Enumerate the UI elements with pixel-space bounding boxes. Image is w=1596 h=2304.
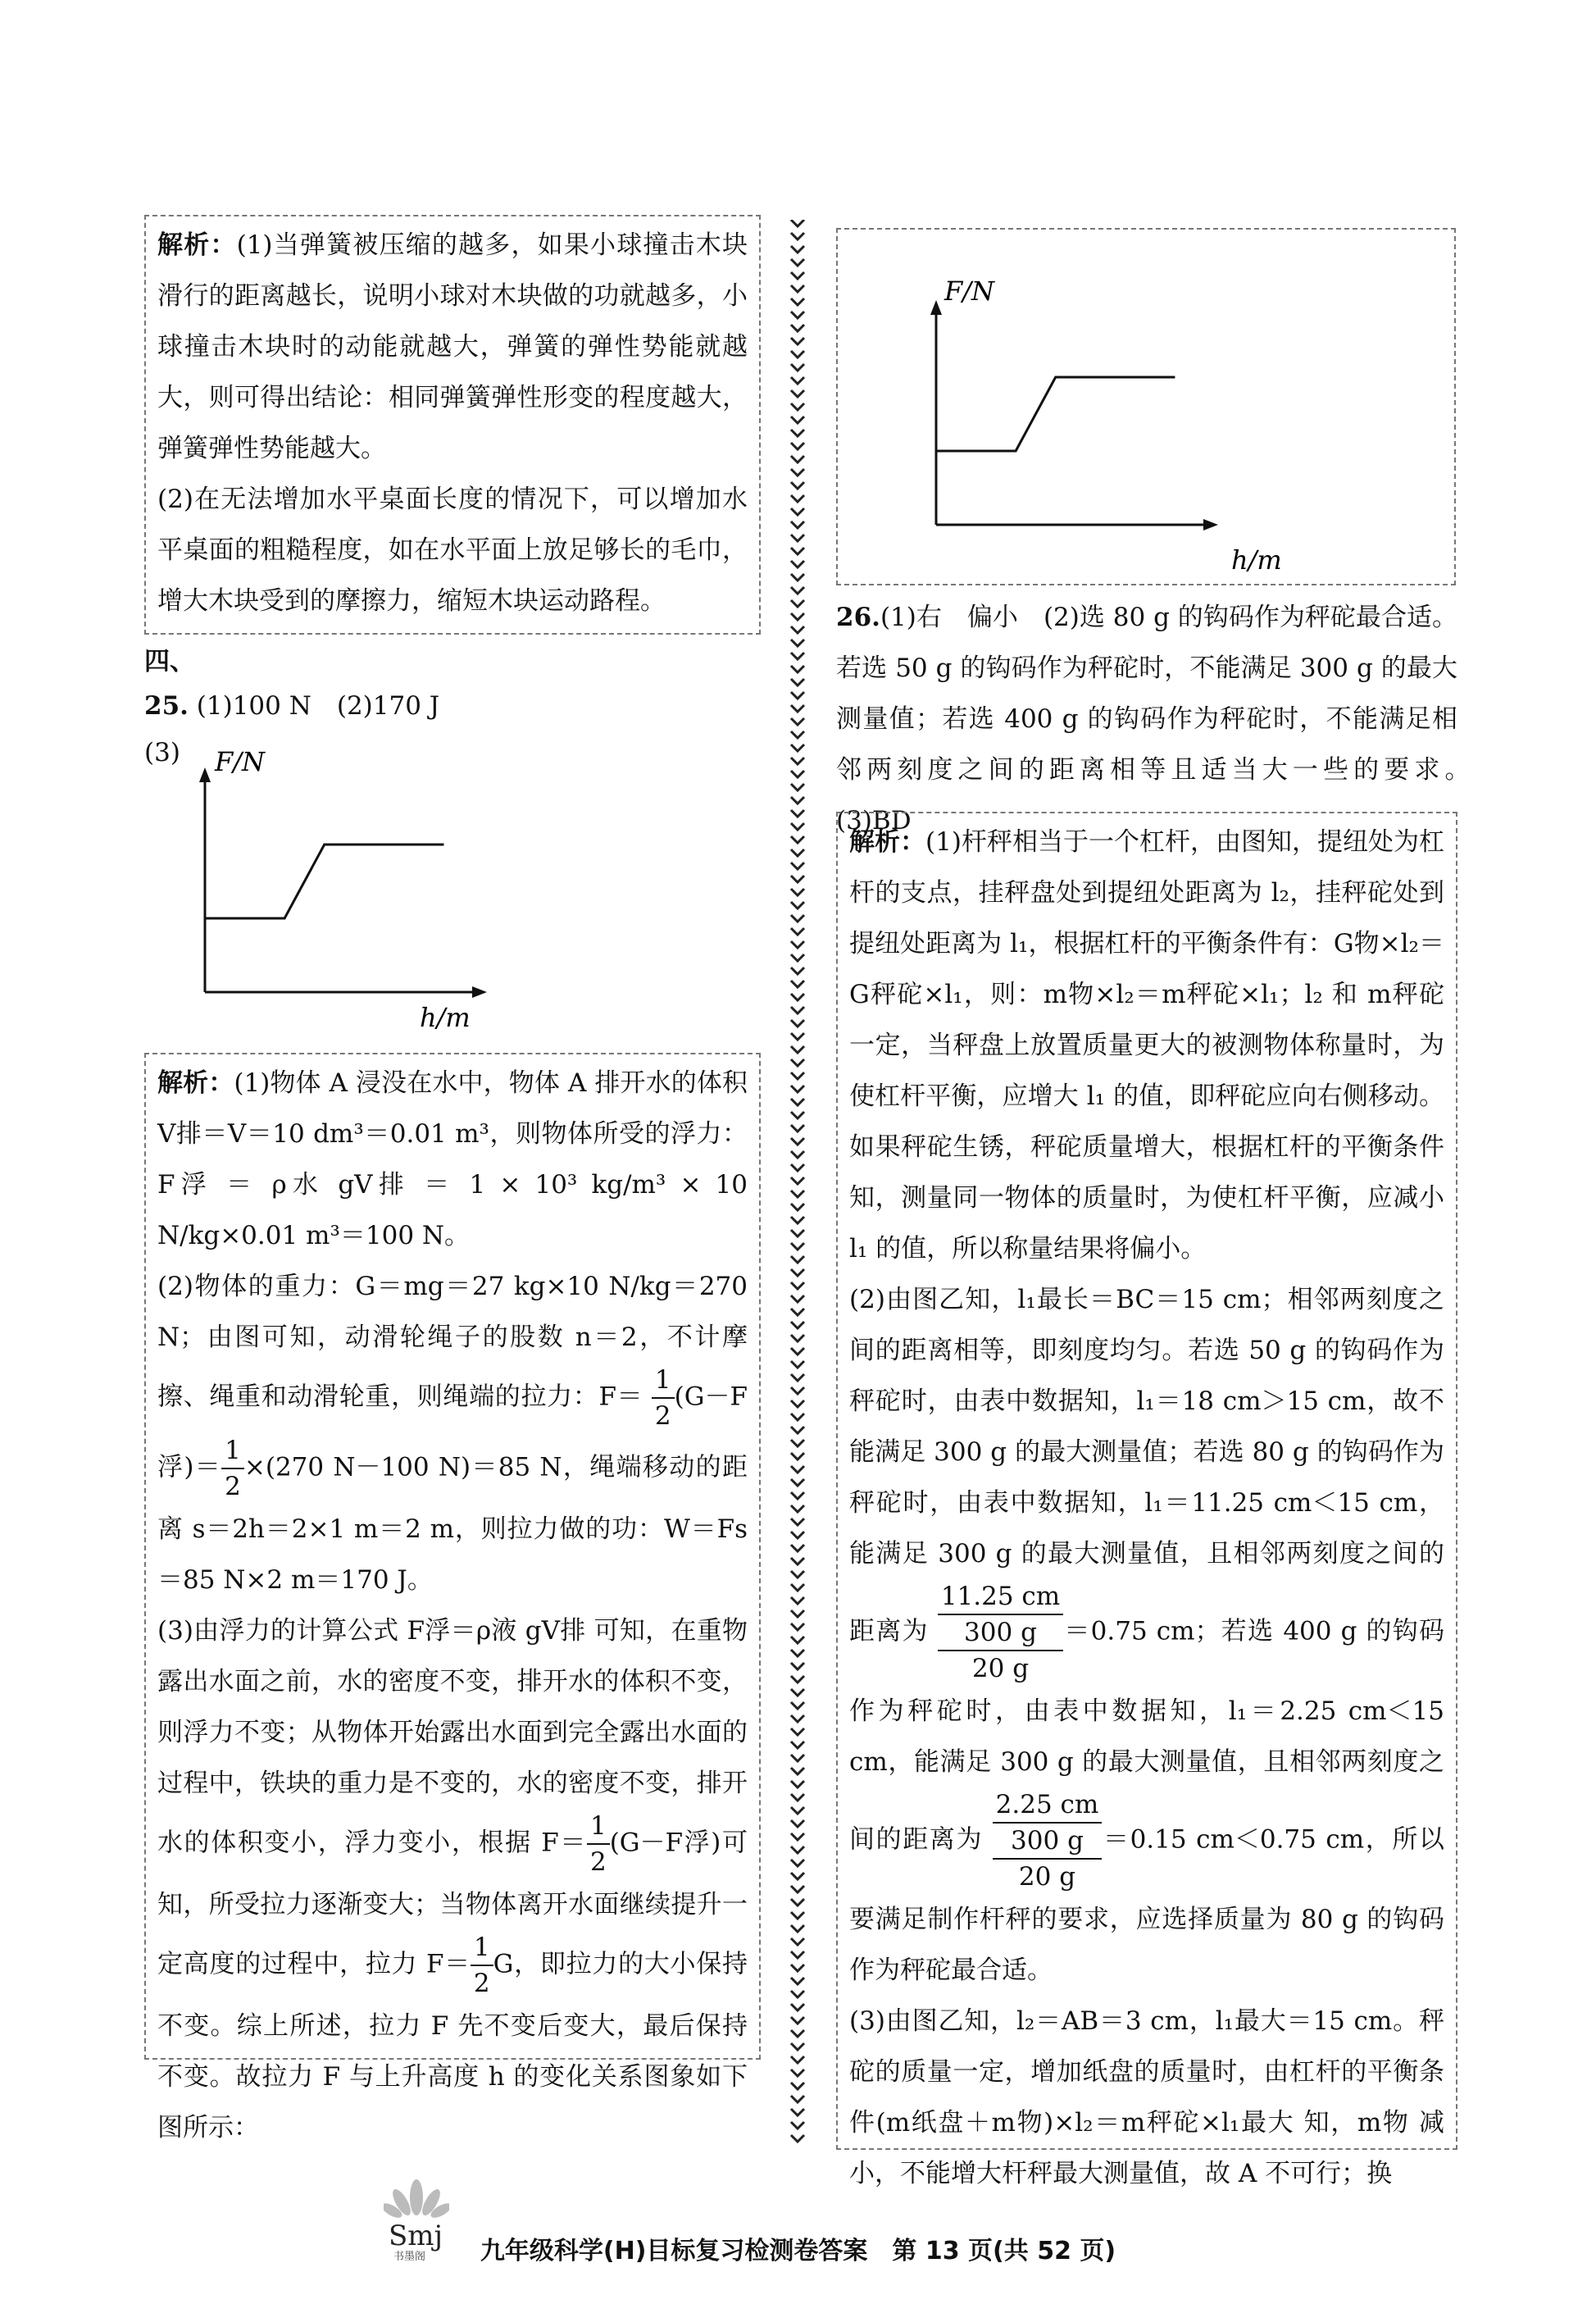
fraction-spacing-80g: [938, 1579, 1063, 1686]
divider-chevron: [791, 679, 804, 685]
section-four-heading: 四、: [144, 647, 195, 676]
divider-chevron: [791, 1676, 804, 1682]
divider-chevron: [791, 653, 804, 659]
divider-chevron: [791, 626, 804, 633]
analysis-26-part2a: (2)由图乙知，l₁最长＝BC＝15 cm；相邻两刻度之间的距离相等，即刻度均匀。若选 50 g 的钩码作为秤砣时，由表中数据知，l₁＝18 cm＞15 cm，故不能满足 300 g 的最大测量值；若选 80 g 的钩码作为秤砣时，由表中数据知，l₁＝11.25 cm＜15 cm，能满足 300 g 的最大测量值，且相邻两刻度之间的距离为: [849, 1285, 1444, 1646]
column-divider: [789, 220, 807, 2155]
analysis-25-part2c: ×(270 N－100 N)＝85 N，绳端移动的距离 s＝2h＝2×1 m＝2 m，则拉力做的功：W＝Fs＝85 N×2 m＝170 J。: [157, 1452, 748, 1595]
analysis-24-part1: (1)当弹簧被压缩的越多，如果小球撞击木块滑行的距离越长，说明小球对木块做的功就越多，小球撞击木块时的动能就越大，弹簧的弹性势能就越大，则可得出结论：相同弹簧弹性形变的程度越大，弹簧弹性势能越大。: [157, 230, 748, 463]
divider-chevron: [791, 1978, 804, 1984]
divider-chevron: [791, 640, 804, 646]
frac-mid: 300 g: [938, 1615, 1063, 1651]
divider-chevron: [791, 1099, 804, 1105]
divider-chevron: [791, 495, 804, 502]
frac-den: 2: [589, 1847, 607, 1877]
divider-chevron: [791, 1623, 804, 1630]
divider-chevron: [791, 823, 804, 830]
divider-chevron: [791, 1282, 804, 1289]
divider-chevron: [791, 1991, 804, 1997]
divider-chevron: [791, 744, 804, 751]
divider-chevron: [791, 1112, 804, 1118]
divider-chevron: [791, 600, 804, 607]
divider-chevron: [791, 1768, 804, 1774]
divider-chevron: [791, 2096, 804, 2102]
divider-chevron: [791, 469, 804, 476]
divider-chevron: [791, 1033, 804, 1040]
divider-chevron: [791, 1335, 804, 1341]
divider-chevron: [791, 2004, 804, 2010]
divider-chevron: [791, 1440, 804, 1446]
divider-chevron: [791, 233, 804, 239]
divider-chevron: [791, 1728, 804, 1735]
chart-y-arrow: [199, 767, 211, 782]
question-25-number: 25.: [144, 691, 189, 721]
page-footer: 九年级科学(H)目标复习检测卷答案 第 13 页(共 52 页): [480, 2237, 1116, 2265]
frac-den: 20 g: [1018, 1862, 1076, 1892]
frac-num: 1: [652, 1363, 675, 1399]
fraction-spacing-400g: [993, 1787, 1103, 1894]
divider-chevron: [791, 1807, 804, 1814]
divider-chevron: [791, 1912, 804, 1919]
divider-chevron: [791, 968, 804, 974]
frac-mid: 300 g: [993, 1824, 1103, 1860]
chart-y-arrow: [930, 300, 942, 315]
divider-chevron: [791, 1151, 804, 1158]
divider-chevron: [791, 1938, 804, 1945]
divider-chevron: [791, 1204, 804, 1210]
divider-chevron: [791, 1230, 804, 1236]
analysis-label: 解析：: [157, 230, 237, 260]
divider-chevron: [791, 889, 804, 895]
divider-chevron: [791, 364, 804, 371]
analysis-26-part2b: ＝0.75 cm；若选 400 g 的钩码作为秤砣时，由表中数据知，l₁＝2.25 cm＜15 cm，能满足 300 g 的最大测量值，且相邻两刻度之间的距离为: [849, 1616, 1444, 1855]
divider-chevron: [791, 1846, 804, 1853]
analysis-25-part2b: (G－F浮)＝: [157, 1382, 748, 1482]
divider-chevron: [791, 1138, 804, 1145]
chart-y-label: F/N: [944, 275, 994, 307]
divider-chevron: [791, 1820, 804, 1827]
divider-chevron: [791, 2135, 804, 2142]
frac-den: 2: [225, 1472, 241, 1501]
divider-chevron: [791, 403, 804, 410]
divider-chevron: [791, 1689, 804, 1696]
divider-chevron: [791, 2043, 804, 2050]
analysis-26-part1: (1)杆秤相当于一个杠杆，由图知，提纽处为杠杆的支点，挂秤盘处到提纽处距离为 l₂，挂秤砣处到提纽处距离为 l₁，根据杠杆的平衡条件有：G物×l₂＝G秤砣×l₁，则：m物×l₂＝m秤砣×l₁；l₂ 和 m秤砣 一定，当秤盘上放置质量更大的被测物体称量时，为使杠杆平衡，应增大 l₁ 的值，即秤砣应向右侧移动。如果秤砣生锈，秤砣质量增大，根据杠杆的平衡条件知，测量同一物体的质量时，为使杠杆平衡，应减小 l₁ 的值，所以称量结果将偏小。: [849, 827, 1444, 1264]
divider-chevron: [791, 1571, 804, 1578]
divider-chevron: [791, 1007, 804, 1013]
frac-num: 1: [221, 1433, 244, 1469]
frac-den: 20 g: [971, 1654, 1030, 1683]
divider-chevron: [791, 797, 804, 804]
divider-chevron: [791, 1545, 804, 1551]
divider-chevron: [791, 1427, 804, 1433]
divider-chevron: [791, 705, 804, 712]
divider-chevron: [791, 1663, 804, 1669]
chart-series-line: [205, 845, 443, 918]
divider-chevron: [791, 390, 804, 397]
question-25-answer: (1)100 N (2)170 J: [196, 691, 440, 721]
divider-chevron: [791, 836, 804, 843]
divider-chevron: [791, 1794, 804, 1801]
divider-chevron: [791, 692, 804, 699]
chart-x-arrow: [472, 986, 487, 998]
analysis-24-text: [157, 220, 748, 474]
divider-chevron: [791, 1755, 804, 1761]
logo-subtext: 书墨阁: [393, 2251, 426, 2263]
analysis-25-part3b: (G－F浮)可知，所受拉力逐渐变大；当物体离开水面继续提升一定高度的过程中，拉力: [157, 1828, 748, 1979]
divider-chevron: [791, 1322, 804, 1328]
analysis-box-26: [836, 812, 1457, 2188]
formula-F: F＝: [541, 1828, 587, 1858]
divider-chevron: [791, 2083, 804, 2089]
question-26-answer: (1)右 偏小 (2)选 80 g 的钩码作为秤砣最合适。若选 50 g 的钩码作为秤砣时，不能满足 300 g 的最大测量值；若选 400 g 的钩码作为秤砣时，不能满足相邻两刻度之间的距离相等且适当大一些的要求。 (3)BD: [836, 603, 1483, 836]
divider-chevron: [791, 1400, 804, 1407]
divider-chevron: [791, 2109, 804, 2115]
divider-chevron: [791, 298, 804, 305]
divider-chevron: [791, 246, 804, 253]
divider-chevron: [791, 1519, 804, 1525]
chart-force-vs-height-right: [920, 271, 1346, 574]
chart-force-vs-height-left: [164, 738, 508, 1033]
divider-chevron: [791, 377, 804, 384]
divider-chevron: [791, 338, 804, 344]
chart-x-arrow: [1203, 519, 1218, 530]
divider-chevron: [791, 849, 804, 856]
divider-chevron: [791, 1781, 804, 1787]
divider-chevron: [791, 1925, 804, 1932]
divider-chevron: [791, 810, 804, 817]
divider-chevron: [791, 1637, 804, 1643]
divider-chevron: [791, 1715, 804, 1722]
divider-chevron: [791, 1466, 804, 1473]
divider-chevron: [791, 1965, 804, 1971]
frac-num: 1: [471, 1930, 493, 1966]
divider-chevron: [791, 259, 804, 266]
divider-chevron: [791, 915, 804, 922]
question-26-number: 26.: [836, 603, 880, 632]
divider-chevron: [791, 1414, 804, 1420]
divider-chevron: [791, 574, 804, 581]
divider-chevron: [791, 482, 804, 489]
analysis-box-25: [144, 1053, 761, 2142]
divider-chevron: [791, 784, 804, 790]
divider-chevron: [791, 666, 804, 672]
divider-chevron: [791, 1086, 804, 1092]
frac-num: 2.25 cm: [993, 1787, 1103, 1824]
divider-chevron: [791, 613, 804, 620]
divider-chevron: [791, 417, 804, 423]
divider-chevron: [791, 443, 804, 449]
divider-chevron: [791, 561, 804, 567]
divider-chevron: [791, 1610, 804, 1617]
divider-chevron: [791, 1505, 804, 1512]
divider-chevron: [791, 1899, 804, 1906]
divider-chevron: [791, 941, 804, 948]
analysis-25-part3c: G，即拉力的大小保持不变。综上所述，拉力 F 先不变后变大，最后保持不变。故拉力 F 与上升高度 h 的变化关系图象如下图所示：: [157, 1949, 748, 2142]
divider-chevron: [791, 2030, 804, 2037]
divider-chevron: [791, 902, 804, 908]
divider-chevron: [791, 272, 804, 279]
divider-chevron: [791, 508, 804, 515]
analysis-25-part3a: (3)由浮力的计算公式 F浮＝ρ液 gV排 可知，在重物露出水面之前，水的密度不变，排开水的体积不变，则浮力不变；从物体开始露出水面到完全露出水面的过程中，铁块的重力是不变的，水的密度不变，排开水的体积变小，浮力变小，根据: [157, 1616, 748, 1858]
formula-F: F＝: [425, 1949, 471, 1979]
chart-x-label: h/m: [1231, 544, 1282, 574]
divider-chevron: [791, 731, 804, 738]
divider-chevron: [791, 1886, 804, 1892]
logo-text: Smj: [389, 2220, 443, 2252]
divider-chevron: [791, 2122, 804, 2129]
divider-chevron: [791, 1072, 804, 1079]
divider-chevron: [791, 1479, 804, 1486]
divider-chevron: [791, 2056, 804, 2063]
frac-num: 1: [587, 1809, 610, 1845]
divider-chevron: [791, 1492, 804, 1499]
divider-chevron: [791, 1597, 804, 1604]
divider-chevron: [791, 1177, 804, 1184]
divider-chevron: [791, 456, 804, 462]
divider-chevron: [791, 1295, 804, 1302]
divider-chevron: [791, 1020, 804, 1027]
divider-chevron: [791, 1702, 804, 1709]
divider-chevron: [791, 771, 804, 777]
chart-y-label: F/N: [215, 746, 265, 777]
divider-chevron: [791, 1584, 804, 1591]
divider-chevron: [791, 1269, 804, 1276]
analysis-25-part1: (1)物体 A 浸没在水中，物体 A 排开水的体积 V排＝V＝10 dm³＝0.01 m³，则物体所受的浮力：F浮 ＝ ρ水 gV排 ＝ 1 × 10³ kg/m³ × 10 N/kg×0.01 m³＝100 N。: [157, 1068, 748, 1250]
divider-chevron: [791, 718, 804, 725]
divider-chevron: [791, 1374, 804, 1381]
divider-chevron: [791, 1361, 804, 1368]
analysis-box-24: [144, 215, 761, 635]
divider-chevron: [791, 521, 804, 528]
divider-chevron: [791, 430, 804, 436]
divider-chevron: [791, 1046, 804, 1053]
chart-x-label: h/m: [420, 1002, 471, 1033]
divider-chevron: [791, 220, 804, 226]
divider-chevron: [791, 351, 804, 357]
divider-chevron: [791, 1059, 804, 1066]
analysis-25-part2a: (2)物体的重力：G＝mg＝27 kg×10 N/kg＝270 N；由图可知，动滑轮绳子的股数 n＝2，不计摩擦、绳重和动滑轮重，则绳端的拉力：F＝: [157, 1272, 748, 1412]
divider-chevron: [791, 1951, 804, 1958]
divider-chevron: [791, 1217, 804, 1223]
divider-chevron: [791, 876, 804, 882]
divider-chevron: [791, 1125, 804, 1132]
divider-chevron: [791, 1309, 804, 1315]
frac-den: 2: [473, 1969, 490, 1998]
divider-chevron: [791, 758, 804, 764]
divider-chevron: [791, 1453, 804, 1459]
divider-chevron: [791, 325, 804, 331]
chart-box-right: [836, 228, 1456, 585]
question-25-part3: (3): [144, 738, 180, 767]
divider-chevron: [791, 535, 804, 541]
divider-chevron: [791, 981, 804, 987]
divider-chevron: [791, 954, 804, 961]
divider-chevron: [791, 863, 804, 869]
analysis-24-part2: (2)在无法增加水平桌面长度的情况下，可以增加水平桌面的粗糙程度，如在水平面上放足够长的毛巾，增大木块受到的摩擦力，缩短木块运动路程。: [157, 485, 748, 616]
frac-den: 2: [654, 1401, 671, 1431]
divider-chevron: [791, 1873, 804, 1879]
divider-chevron: [791, 1256, 804, 1263]
divider-chevron: [791, 1650, 804, 1656]
chart-series-line: [936, 377, 1175, 451]
divider-chevron: [791, 1348, 804, 1355]
divider-chevron: [791, 2017, 804, 2024]
divider-chevron: [791, 1243, 804, 1250]
analysis-label: 解析：: [849, 827, 926, 857]
divider-chevron: [791, 312, 804, 318]
divider-chevron: [791, 994, 804, 1000]
question-26: [836, 592, 1483, 846]
divider-chevron: [791, 1191, 804, 1197]
divider-chevron: [791, 1742, 804, 1748]
divider-chevron: [791, 548, 804, 554]
analysis-26-part2c: ＝0.15 cm＜0.75 cm，所以要满足制作杆秤的要求，应选择质量为 80 g 的钩码作为秤砣最合适。: [849, 1824, 1445, 1985]
analysis-26-part3: (3)由图乙知，l₂＝AB＝3 cm，l₁最大＝15 cm。秤砣的质量一定，增加纸盘的质量时，由杠杆的平衡条件(m纸盘＋m物)×l₂＝m秤砣×l₁最大 知，m物 减小，不能增大杆秤最大测量值，故 A 不可行；换: [849, 2006, 1444, 2188]
divider-chevron: [791, 587, 804, 594]
divider-chevron: [791, 1558, 804, 1564]
frac-num: 11.25 cm: [938, 1579, 1063, 1615]
divider-chevron: [791, 1860, 804, 1866]
divider-chevron: [791, 1387, 804, 1394]
question-25: [144, 685, 439, 726]
divider-chevron: [791, 285, 804, 292]
divider-chevron: [791, 1164, 804, 1171]
divider-chevron: [791, 928, 804, 935]
analysis-label: 解析：: [157, 1068, 234, 1098]
divider-chevron: [791, 1833, 804, 1840]
divider-chevron: [791, 1532, 804, 1538]
divider-chevron: [791, 2070, 804, 2076]
